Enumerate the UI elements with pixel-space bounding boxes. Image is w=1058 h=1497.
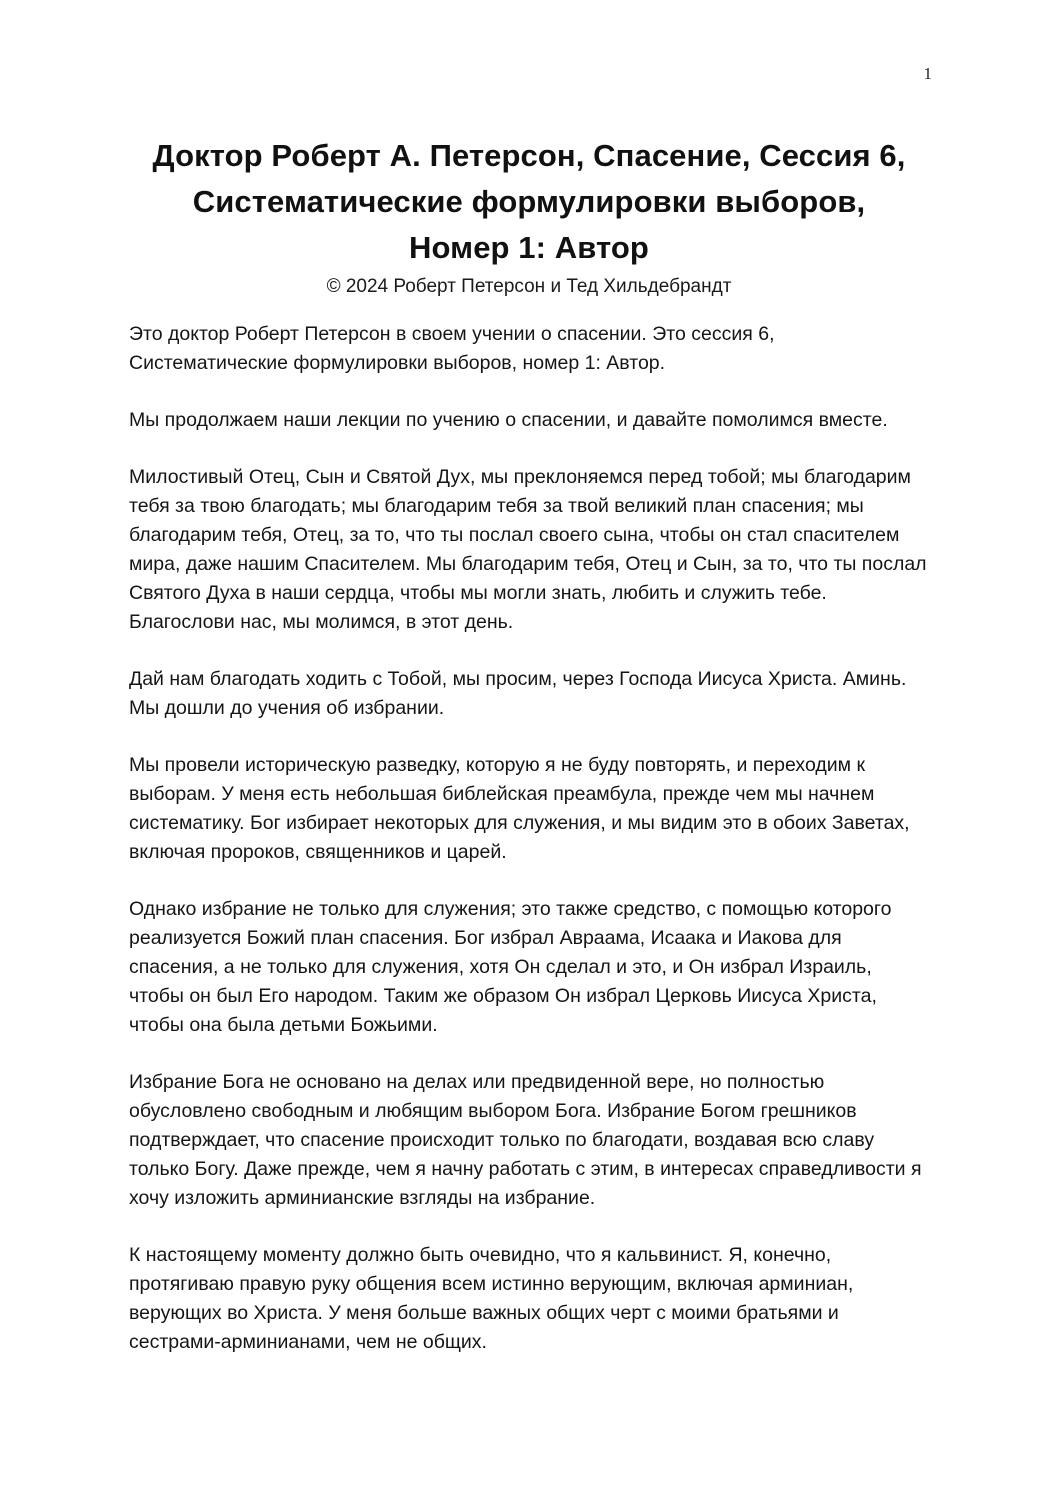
paragraph-amen: Дай нам благодать ходить с Тобой, мы просим, через Господа Иисуса Христа. Аминь. Мы дошли до учения об избрании. [129, 668, 907, 719]
paragraph-intro: Это доктор Роберт Петерсон в своем учении о спасении. Это сессия 6, Систематические формулировки выборов, номер 1: Автор. [129, 323, 775, 374]
page-number: 1 [923, 64, 932, 83]
paragraph-historical-survey: Мы провели историческую разведку, которую я не буду повторять, и переходим к выборам. У меня есть небольшая библейская преамбула, прежде чем мы начнем систематику. Бог избирает некоторых для служения, и мы видим это в обоих Заветах, включая пророков, священников и царей. [129, 754, 910, 863]
document-title-line-3: Номер 1: Автор [409, 230, 649, 265]
paragraph-election-grace: Избрание Бога не основано на делах или предвиденной вере, но полностью обусловлено свободным и любящим выбором Бога. Избрание Богом грешников подтверждает, что спасение происходит только по благодати, воздавая всю славу только Богу. Даже прежде, чем я начну работать с этим, в интересах справедливости я хочу изложить арминианские взгляды на избрание. [129, 1071, 922, 1209]
paragraph-election-salvation: Однако избрание не только для служения; это также средство, с помощью которого реализуется Божий план спасения. Бог избрал Авраама, Исаака и Иакова для спасения, а не только для служения, хотя Он сделал и это, и Он избрал Израиль, чтобы он был Его народом. Таким же образом Он избрал Церковь Иисуса Христа, чтобы она была детьми Божьими. [129, 898, 892, 1036]
paragraph-prayer-invitation: Мы продолжаем наши лекции по учению о спасении, и давайте помолимся вместе. [129, 409, 888, 431]
document-title-line-1: Доктор Роберт А. Петерсон, Спасение, Сессия 6, [152, 138, 906, 173]
document-title-line-2: Систематические формулировки выборов, [192, 184, 866, 219]
paragraph-calvinist: К настоящему моменту должно быть очевидно, что я кальвинист. Я, конечно, протягиваю правую руку общения всем истинно верующим, включая арминиан, верующих во Христа. У меня больше важных общих черт с моими братьями и сестрами-арминианами, чем не общих. [129, 1244, 854, 1353]
transcript-body [129, 320, 929, 1385]
title-block [100, 133, 958, 301]
paragraph-prayer: Милостивый Отец, Сын и Святой Дух, мы преклоняемся перед тобой; мы благодарим тебя за твою благодать; мы благодарим тебя за твой великий план спасения; мы благодарим тебя, Отец, за то, что ты послал своего сына, чтобы он стал спасителем мира, даже нашим Спасителем. Мы благодарим тебя, Отец и Сын, за то, что ты послал Святого Духа в наши сердца, чтобы мы могли знать, любить и служить тебе. Благослови нас, мы молимся, в этот день. [129, 466, 927, 633]
copyright-notice: © 2024 Роберт Петерсон и Тед Хильдебрандт [326, 276, 732, 297]
